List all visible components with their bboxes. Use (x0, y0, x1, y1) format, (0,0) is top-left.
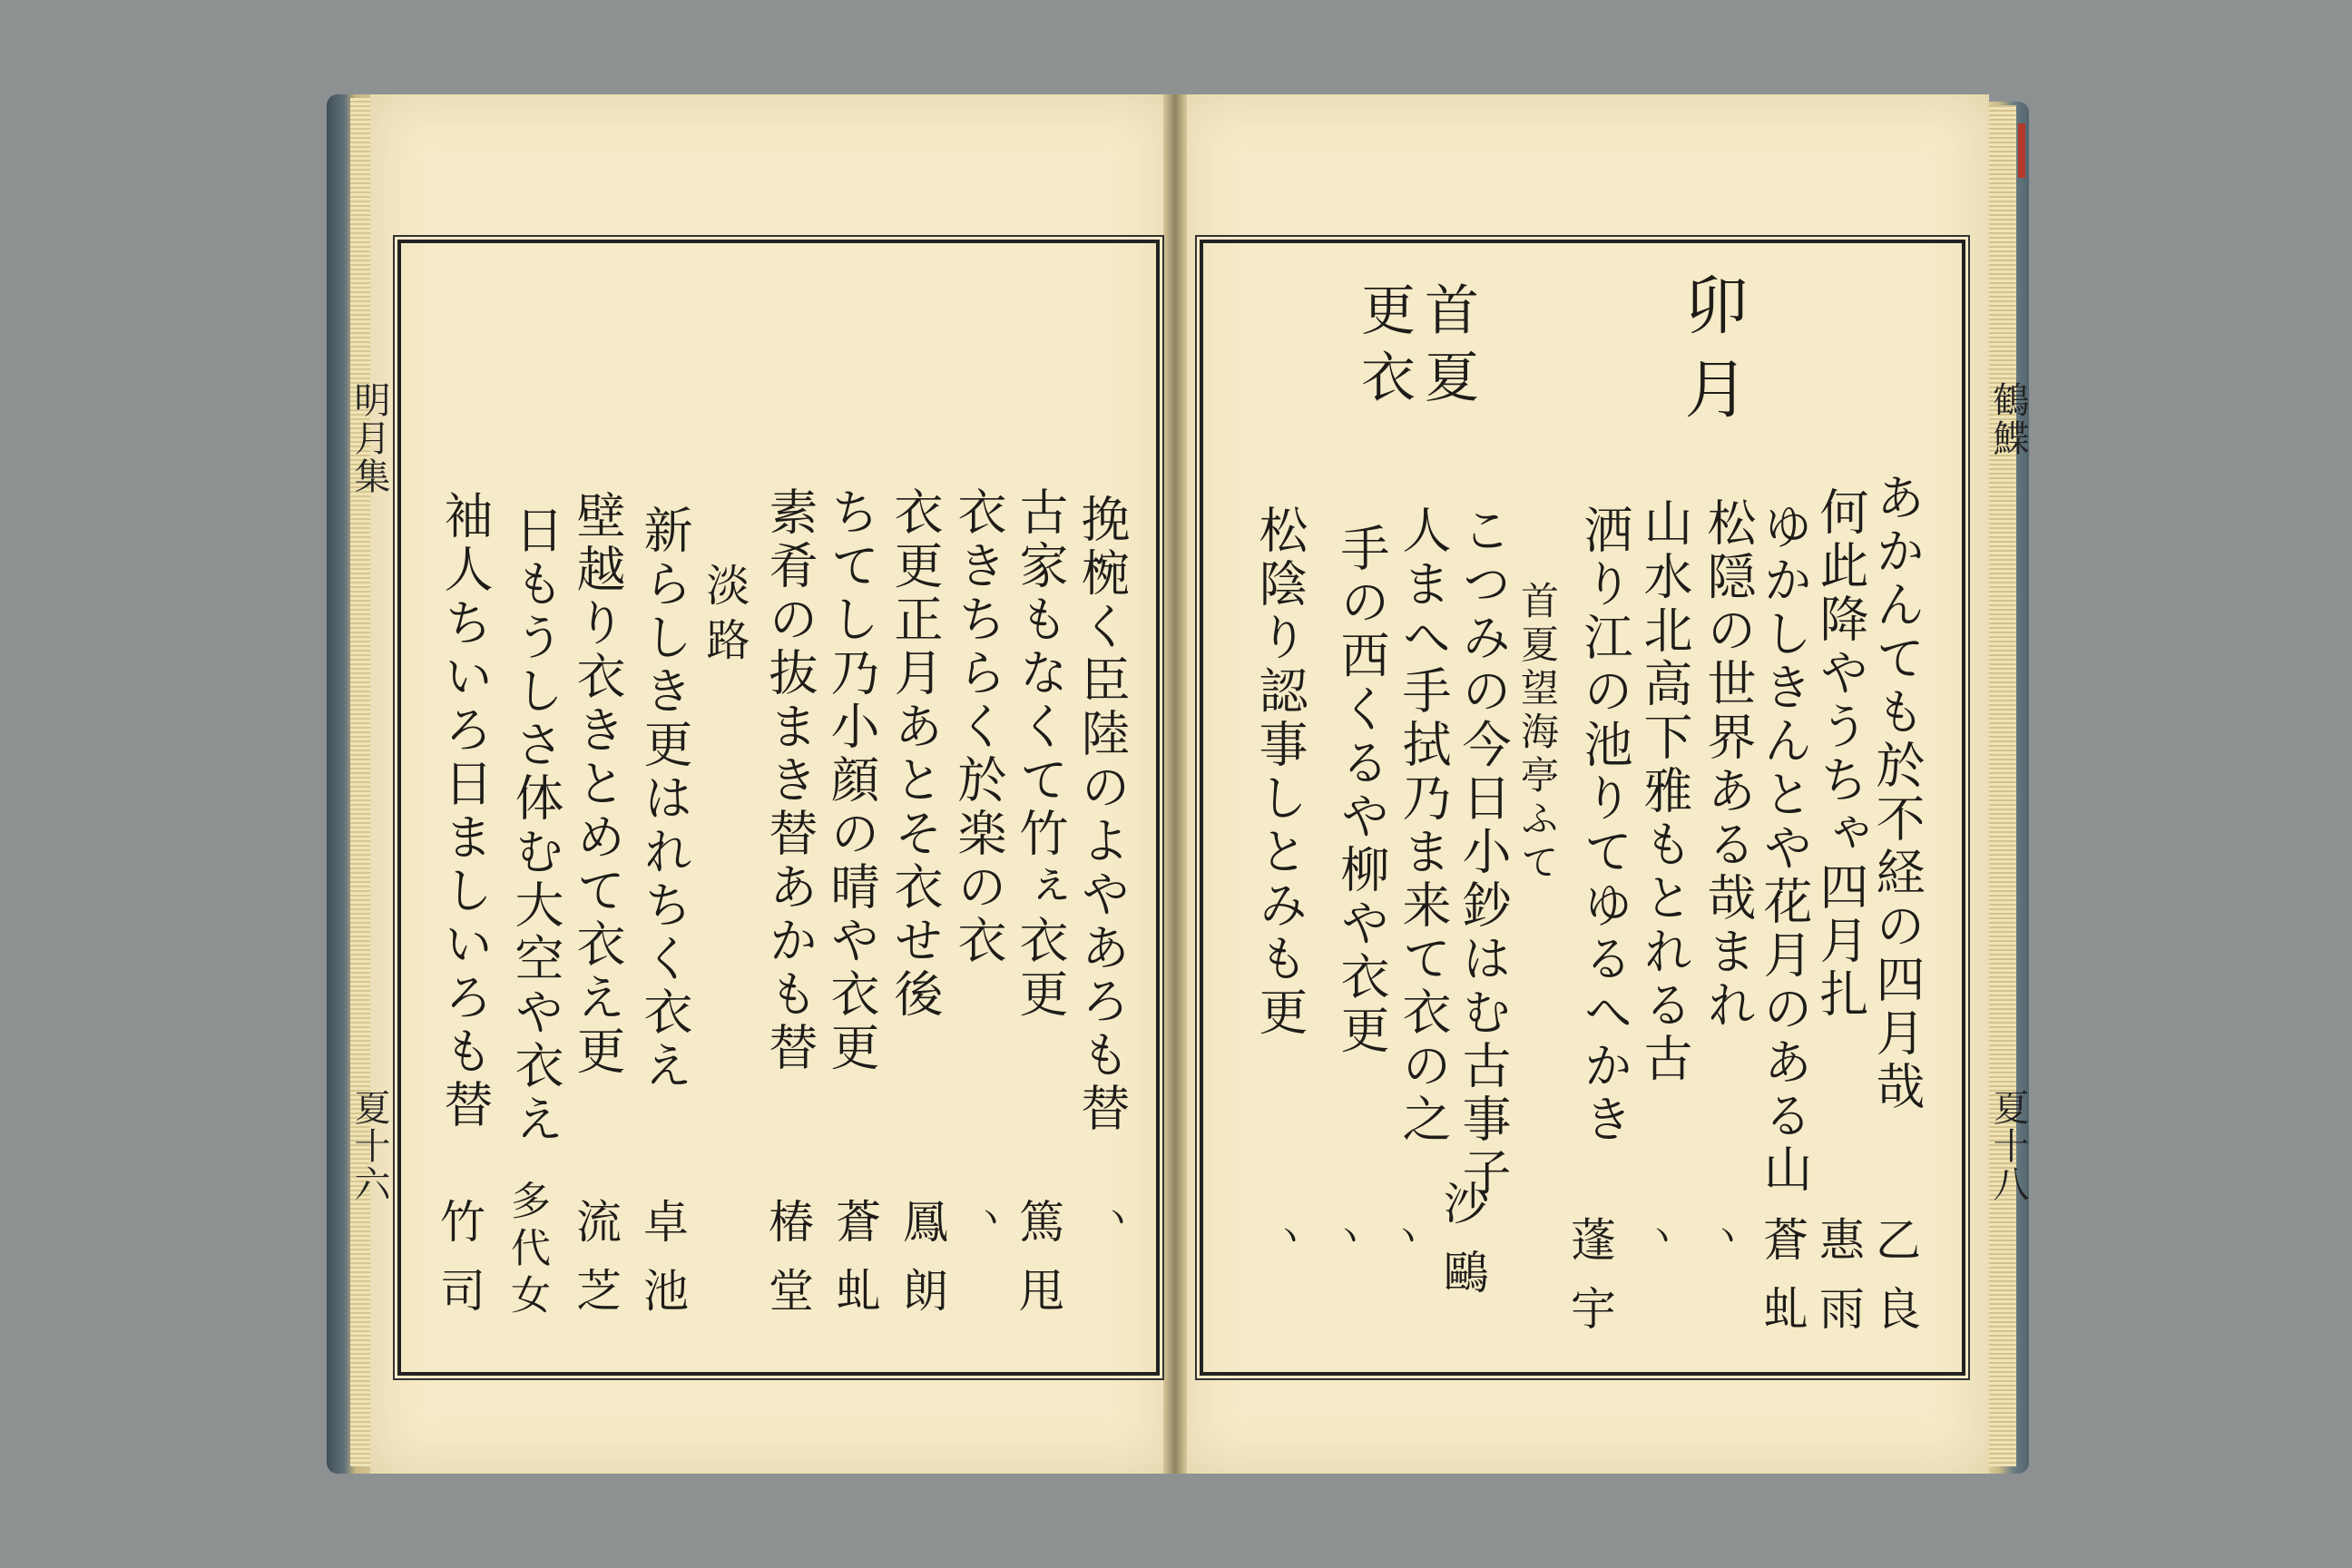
repeat-mark: ヽ (1703, 1216, 1745, 1252)
right-page-edges (1985, 105, 2016, 1466)
poem-verse: 人まへ手拭乃ま来て衣の之 (1395, 505, 1452, 1147)
poet-name: 竹司 (433, 1198, 485, 1336)
poem-verse: 洒り江の池りてゆるへかき (1576, 505, 1633, 1147)
poet-name: 多代女 (504, 1180, 550, 1321)
left-spine-title: 明月集 (348, 381, 390, 495)
poet-name: 惠雨 (1812, 1216, 1865, 1354)
poem-verse: 素肴の抜まき替あかも替 (761, 486, 818, 1075)
poem-verse: 新らしき更はれちく衣え (636, 505, 693, 1093)
poem-verse: 何此降やうちゃ四月扎 (1812, 486, 1869, 1022)
repeat-mark: ヽ (1093, 1198, 1135, 1234)
heading-koromogae: 更衣 (1352, 281, 1416, 416)
heading-uzuki: 卯月 (1674, 272, 1749, 439)
poet-name: 鳳朗 (896, 1198, 948, 1336)
poet-name: 流芝 (569, 1198, 622, 1336)
poem-verse: こつみの今日小鈔はむ古事子 (1455, 505, 1512, 1200)
poem-verse: ゆかしきんとや花月のある山 (1756, 501, 1813, 1197)
poem-verse: 袖人ちいろ日ましいろも替 (436, 490, 494, 1132)
poem-verse: あかんても於不経の四月哉 (1868, 472, 1926, 1114)
poet-name: 蒼虬 (1756, 1216, 1808, 1354)
poem-verse: 山水北高下雅もとれる古 (1636, 497, 1693, 1086)
poet-name: 椿堂 (761, 1198, 814, 1336)
poet-name: 篤甩 (1012, 1198, 1064, 1336)
poet-name: 蒼虬 (828, 1198, 881, 1336)
bookmark-ribbon (2018, 123, 2025, 178)
poem-verse: 日もうしさ体む大空や衣え (507, 505, 564, 1147)
poem-verse: 挽椀く臣陸のよやあろも替 (1073, 494, 1131, 1136)
right-spine-folio: 夏十八 (1987, 1089, 2029, 1203)
poem-verse: 松隠の世界ある哉まれ (1700, 497, 1757, 1033)
poem-verse: 衣更正月あとそ衣せ後 (887, 486, 944, 1022)
poem-verse: 古家もなくて竹ぇ衣更 (1012, 486, 1069, 1022)
book-gutter (1163, 94, 1187, 1474)
heading-shuka: 首夏 (1416, 281, 1479, 416)
poem-headnote: 淡路 (699, 563, 750, 671)
repeat-mark: ヽ (1266, 1216, 1308, 1252)
poet-name: 蓬宇 (1563, 1216, 1616, 1354)
right-spine-title: 鶴鰈 (1987, 381, 2029, 457)
poem-verse: 松陰り認事しとみも更 (1251, 505, 1308, 1040)
poem-headnote: 首夏望海亭ふて (1515, 581, 1560, 886)
poem-verse: 手の西くるや柳や衣更 (1333, 523, 1390, 1058)
poet-name: 卓池 (636, 1198, 689, 1336)
repeat-mark: ヽ (1384, 1216, 1426, 1252)
poet-name: 沙鷗 (1436, 1180, 1489, 1318)
repeat-mark: ヽ (1326, 1216, 1367, 1252)
left-spine-folio: 夏十六 (348, 1089, 390, 1203)
poem-verse: 壁越り衣きとめて衣え更 (569, 490, 626, 1079)
poet-name: 乙良 (1868, 1216, 1921, 1354)
repeat-mark: ヽ (966, 1198, 1008, 1234)
repeat-mark: ヽ (1638, 1216, 1680, 1252)
poem-verse: ちてし乃小顔の晴や衣更 (823, 486, 880, 1075)
poem-verse: 衣きちらく於楽の衣 (950, 486, 1007, 968)
